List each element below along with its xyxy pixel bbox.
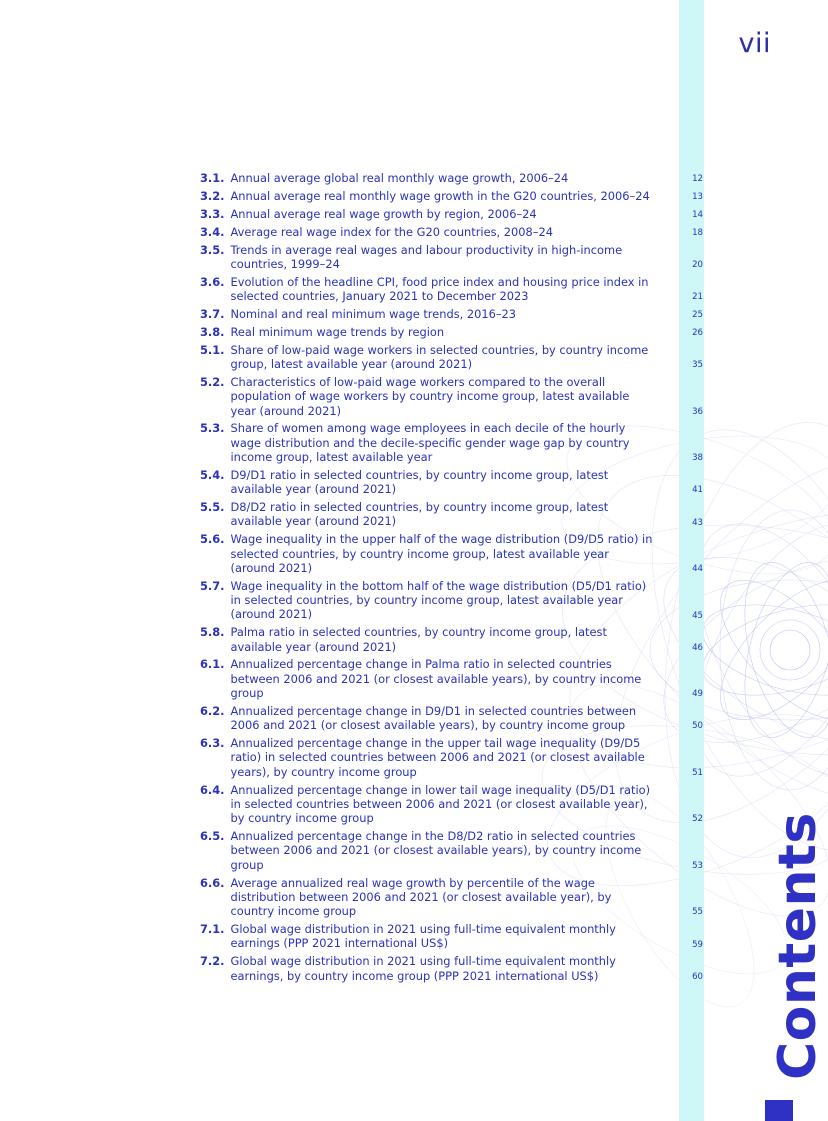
page-reference: 20	[692, 260, 703, 271]
toc-entry-text	[200, 307, 655, 321]
figure-title: Average annualized real wage growth by percentile of the wage distribution between 2006 and 2021 (or closest available year), by country income group	[230, 875, 612, 919]
toc-entry[interactable]	[200, 532, 705, 575]
toc-entry[interactable]	[200, 343, 705, 372]
toc-entry[interactable]	[200, 657, 705, 700]
toc-entry[interactable]	[200, 243, 705, 272]
figure-number: 3.5.	[200, 242, 225, 257]
toc-entry[interactable]	[200, 783, 705, 826]
toc-entry-text	[200, 189, 655, 203]
page-reference: 36	[692, 406, 703, 417]
figure-number: 6.5.	[200, 829, 225, 844]
figure-number: 3.8.	[200, 324, 225, 339]
toc-entry-text	[200, 225, 655, 239]
figure-title: Share of women among wage employees in each decile of the hourly wage distribution and the decile-specific gender wage gap by country income group, latest available year	[230, 421, 630, 464]
page-reference: 60	[692, 971, 703, 982]
page-reference: 52	[692, 814, 703, 825]
figure-number: 5.1.	[200, 342, 225, 357]
toc-entry[interactable]	[200, 954, 705, 983]
figure-title: Annual average global real monthly wage growth, 2006–24	[230, 171, 569, 185]
toc-entry[interactable]	[200, 922, 705, 951]
toc-entry-text	[200, 421, 655, 464]
figure-title: Annualized percentage change in Palma ratio in selected countries between 2006 and 2021 (or closest available years), by country income group	[230, 657, 642, 700]
toc-entry[interactable]	[200, 307, 705, 321]
page-reference: 18	[692, 227, 703, 238]
page-reference: 45	[692, 610, 703, 621]
toc-entry[interactable]	[200, 375, 705, 418]
figure-number: 6.6.	[200, 875, 225, 890]
toc-entry-text	[200, 500, 655, 529]
figure-title: Annual average real monthly wage growth in the G20 countries, 2006–24	[230, 188, 650, 203]
figure-number: 5.4.	[200, 467, 225, 482]
figure-number: 5.2.	[200, 374, 225, 389]
toc-entry-text	[200, 579, 655, 622]
figure-title: Global wage distribution in 2021 using full-time equivalent monthly earnings (PPP 2021 international US$)	[230, 922, 616, 951]
figure-title: Global wage distribution in 2021 using full-time equivalent monthly earnings, by country income group (PPP 2021 international US$)	[230, 954, 616, 983]
toc-entry-text	[200, 657, 655, 700]
toc-entry[interactable]	[200, 275, 705, 304]
page-reference: 13	[692, 192, 703, 203]
toc-entry-text	[200, 829, 655, 872]
figure-title: Annualized percentage change in the upper tail wage inequality (D9/D5 ratio) in selected countries between 2006 and 2021 (or closest available years), by country income group	[230, 736, 645, 779]
toc-entry[interactable]	[200, 876, 705, 919]
toc-entry-text	[200, 954, 655, 983]
page-reference: 49	[692, 689, 703, 700]
figure-title: Share of low-paid wage workers in selected countries, by country income group, latest available year (around 2021)	[230, 342, 649, 372]
figure-title: Characteristics of low-paid wage workers compared to the overall population of wage workers by country income group, latest available year (around 2021)	[230, 374, 630, 418]
figure-title: Annual average real wage growth by region, 2006–24	[230, 206, 537, 221]
toc-entry[interactable]	[200, 189, 705, 203]
toc-entry-text	[200, 625, 655, 654]
figure-title: Trends in average real wages and labour productivity in high-income countries, 1999–24	[230, 242, 623, 271]
figure-title: Annualized percentage change in lower tail wage inequality (D5/D1 ratio) in selected countries between 2006 and 2021 (or closest available year), by country income group	[230, 782, 651, 826]
figure-title: Nominal and real minimum wage trends, 2016–23	[230, 306, 517, 321]
toc-entry-text	[200, 275, 655, 304]
toc-entry[interactable]	[200, 579, 705, 622]
page-reference: 12	[692, 174, 703, 185]
figure-number: 3.3.	[200, 206, 225, 221]
figure-number: 6.3.	[200, 736, 225, 751]
toc-entry-text	[200, 876, 655, 919]
toc-entry-text	[200, 783, 655, 826]
toc-entry[interactable]	[200, 421, 705, 464]
toc-entry[interactable]	[200, 325, 705, 339]
figure-number: 6.2.	[200, 703, 225, 718]
figure-number: 7.2.	[200, 954, 225, 969]
page-reference: 59	[692, 939, 703, 950]
toc-entry-text	[200, 171, 655, 185]
toc-entry[interactable]	[200, 704, 705, 733]
toc-entry[interactable]	[200, 207, 705, 221]
figure-number: 3.7.	[200, 306, 225, 321]
figure-title: Wage inequality in the upper half of the wage distribution (D9/D5 ratio) in selected countries, by country income group, latest available year (around 2021)	[230, 532, 653, 575]
toc-entry[interactable]	[200, 829, 705, 872]
figure-number: 6.1.	[200, 657, 225, 672]
toc-entry-text	[200, 243, 655, 272]
toc-entry-text	[200, 922, 655, 951]
figure-title: D8/D2 ratio in selected countries, by country income group, latest available year (around 2021)	[230, 500, 609, 529]
page-reference: 51	[692, 767, 703, 778]
figure-title: Average real wage index for the G20 countries, 2008–24	[230, 224, 553, 239]
toc-entry-text	[200, 704, 655, 733]
toc-entry-text	[200, 532, 655, 575]
figure-title: Real minimum wage trends by region	[230, 324, 445, 339]
figure-number: 5.5.	[200, 500, 225, 515]
page-reference: 50	[692, 721, 703, 732]
page-reference: 44	[692, 564, 703, 575]
figure-number: 3.2.	[200, 188, 225, 203]
figure-number: 7.1.	[200, 922, 225, 937]
toc-entry-text	[200, 375, 655, 418]
toc-entry-text	[200, 468, 655, 497]
page-reference: 14	[692, 210, 703, 221]
page-reference: 26	[692, 328, 703, 339]
toc-entry[interactable]	[200, 468, 705, 497]
page-reference: 46	[692, 642, 703, 653]
toc-entry[interactable]	[200, 500, 705, 529]
figure-title: Annualized percentage change in the D8/D2 ratio in selected countries between 2006 and 2021 (or closest available years), by country income group	[230, 829, 642, 872]
figure-number: 3.1.	[200, 171, 225, 185]
figure-title: Palma ratio in selected countries, by country income group, latest available year (around 2021)	[230, 625, 607, 654]
figure-title: Annualized percentage change in D9/D1 in selected countries between 2006 and 2021 (or closest available years), by country income group	[230, 703, 637, 733]
page-reference: 38	[692, 453, 703, 464]
toc-entry-text	[200, 207, 655, 221]
toc-entry[interactable]	[200, 225, 705, 239]
toc-entry-text	[200, 343, 655, 372]
page-reference: 43	[692, 517, 703, 528]
table-of-figures	[200, 171, 705, 986]
toc-entry[interactable]	[200, 625, 705, 654]
page-reference: 35	[692, 360, 703, 371]
figure-number: 3.4.	[200, 224, 225, 239]
section-title: Contents	[768, 812, 828, 1080]
figure-title: Wage inequality in the bottom half of the wage distribution (D5/D1 ratio) in selected countries, by country income group, latest available year (around 2021)	[230, 578, 647, 622]
figure-number: 5.3.	[200, 421, 225, 436]
figure-number: 5.8.	[200, 625, 225, 640]
page-reference: 25	[692, 310, 703, 321]
figure-number: 3.6.	[200, 274, 225, 289]
page-number: vii	[738, 28, 771, 59]
toc-entry[interactable]	[200, 171, 705, 185]
toc-entry-text	[200, 325, 655, 339]
figure-number: 6.4.	[200, 782, 225, 797]
figure-number: 5.6.	[200, 532, 225, 547]
page-reference: 55	[692, 907, 703, 918]
page-reference: 41	[692, 485, 703, 496]
toc-entry-text	[200, 736, 655, 779]
figure-title: D9/D1 ratio in selected countries, by country income group, latest available year (around 2021)	[230, 467, 609, 497]
page-reference: 53	[692, 860, 703, 871]
page-reference: 21	[692, 292, 703, 303]
toc-entry[interactable]	[200, 736, 705, 779]
figure-title: Evolution of the headline CPI, food price index and housing price index in selected countries, January 2021 to December 2023	[230, 274, 649, 304]
corner-accent-block	[765, 1100, 793, 1121]
figure-number: 5.7.	[200, 578, 225, 593]
